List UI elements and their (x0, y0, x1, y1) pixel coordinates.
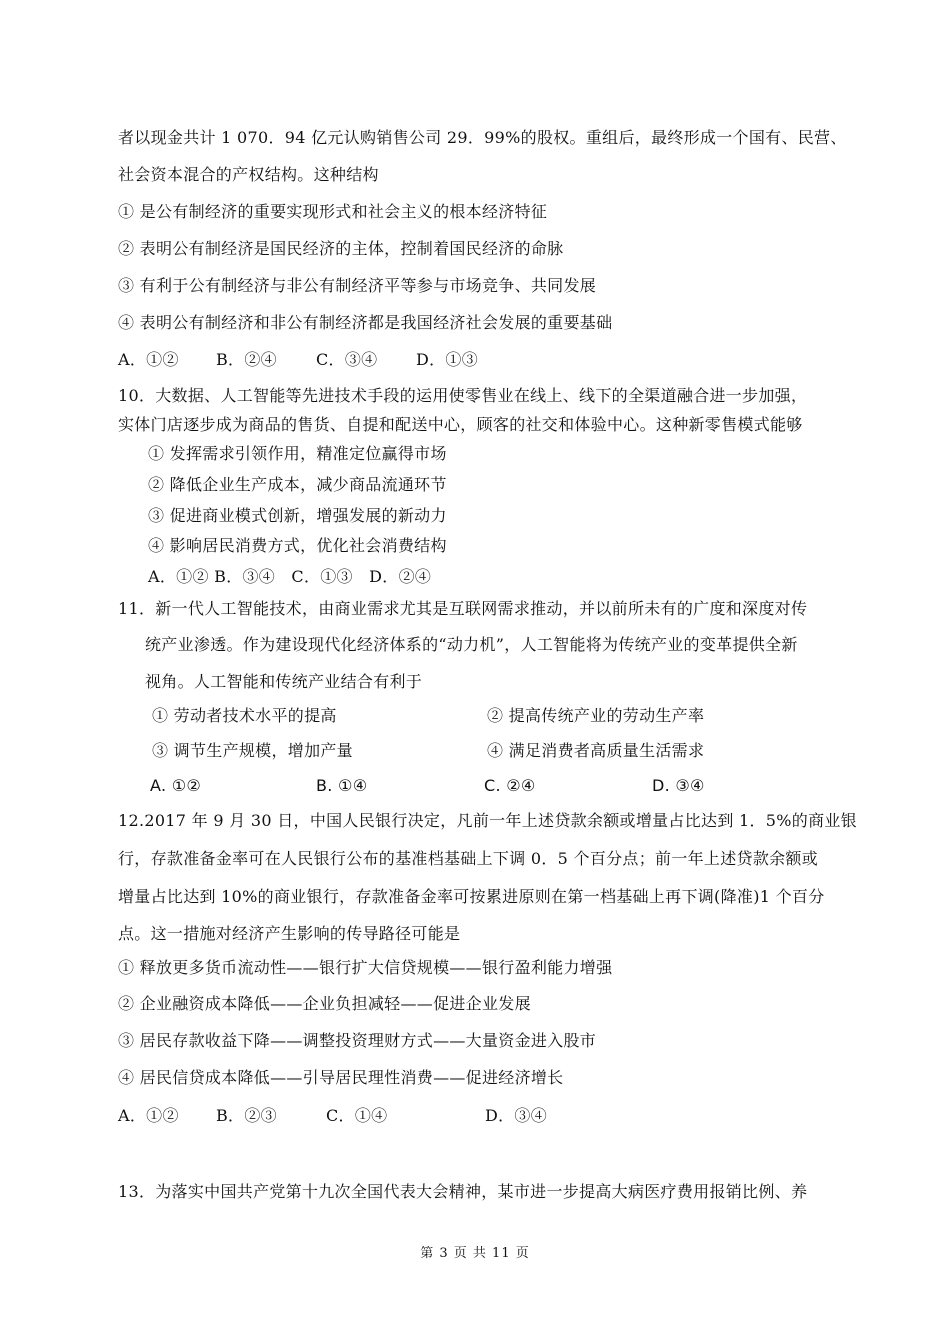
q9-option-c[interactable]: C．③④ (316, 350, 378, 369)
q9-option-a[interactable]: A．①② (118, 350, 179, 369)
q11-item: ③ 调节生产规模，增加产量 (152, 741, 353, 760)
q9-item: ④ 表明公有制经济和非公有制经济都是我国经济社会发展的重要基础 (118, 313, 613, 332)
q12-option-c[interactable]: C．①④ (326, 1106, 388, 1125)
q10-item: ④ 影响居民消费方式，优化社会消费结构 (148, 536, 447, 555)
q11-option-d[interactable]: D. ③④ (652, 776, 705, 795)
q9-option-b[interactable]: B．②④ (216, 350, 277, 369)
q9-option-d[interactable]: D．①③ (416, 350, 479, 369)
q10-stem-line: 实体门店逐步成为商品的售货、自提和配送中心，顾客的社交和体验中心。这种新零售模式能够 (118, 415, 803, 434)
q10-item: ② 降低企业生产成本，减少商品流通环节 (148, 475, 447, 494)
q12-item: ① 释放更多货币流动性——银行扩大信贷规模——银行盈利能力增强 (118, 958, 613, 977)
q11-stem-line: 视角。人工智能和传统产业结合有利于 (145, 672, 423, 691)
q9-item: ② 表明公有制经济是国民经济的主体，控制着国民经济的命脉 (118, 239, 564, 258)
q12-stem-line: 增量占比达到 10%的商业银行，存款准备金率可按累进原则在第一档基础上再下调(降准)1 个百分 (118, 887, 825, 906)
q13-stem-line: 13．为落实中国共产党第十九次全国代表大会精神，某市进一步提高大病医疗费用报销比例、养 (118, 1182, 808, 1201)
q9-item: ③ 有利于公有制经济与非公有制经济平等参与市场竞争、共同发展 (118, 276, 597, 295)
q12-option-a[interactable]: A．①② (118, 1106, 179, 1125)
q12-stem-line: 点。这一措施对经济产生影响的传导路径可能是 (118, 924, 461, 943)
page-number: 第 3 页 共 11 页 (420, 1246, 530, 1261)
q11-option-c[interactable]: C. ②④ (484, 776, 536, 795)
q12-stem-line: 行，存款准备金率可在人民银行公布的基准档基础上下调 0．5 个百分点；前一年上述贷款余额或 (118, 849, 819, 868)
q10-item: ① 发挥需求引领作用，精准定位赢得市场 (148, 444, 447, 463)
q11-item: ④ 满足消费者高质量生活需求 (487, 741, 705, 760)
q12-option-d[interactable]: D．③④ (485, 1106, 548, 1125)
q11-stem-line: 11．新一代人工智能技术，由商业需求尤其是互联网需求推动，并以前所未有的广度和深度对传 (118, 599, 808, 618)
q12-item: ② 企业融资成本降低——企业负担减轻——促进企业发展 (118, 994, 531, 1013)
q12-stem-line: 12.2017 年 9 月 30 日，中国人民银行决定，凡前一年上述贷款余额或增量占比达到 1．5%的商业银 (118, 811, 857, 830)
q12-item: ④ 居民信贷成本降低——引导居民理性消费——促进经济增长 (118, 1068, 564, 1087)
q9-stem-line: 者以现金共计 1 070．94 亿元认购销售公司 29．99%的股权。重组后，最终形成一个国有、民营、 (118, 128, 847, 147)
q11-item: ① 劳动者技术水平的提高 (152, 706, 337, 725)
q11-stem-line: 统产业渗透。作为建设现代化经济体系的“动力机”，人工智能将为传统产业的变革提供全新 (145, 635, 798, 654)
q11-item: ② 提高传统产业的劳动生产率 (487, 706, 705, 725)
q12-option-b[interactable]: B．②③ (216, 1106, 277, 1125)
q10-item: ③ 促进商业模式创新，增强发展的新动力 (148, 506, 447, 525)
q11-option-b[interactable]: B. ①④ (316, 776, 368, 795)
q10-options[interactable]: A．①② B．③④ C．①③ D．②④ (148, 567, 432, 586)
q11-option-a[interactable]: A. ①② (150, 776, 202, 795)
q9-item: ① 是公有制经济的重要实现形式和社会主义的根本经济特征 (118, 202, 548, 221)
q10-stem-line: 10．大数据、人工智能等先进技术手段的运用使零售业在线上、线下的全渠道融合进一步加强， (118, 386, 808, 405)
q9-stem-line: 社会资本混合的产权结构。这种结构 (118, 165, 379, 184)
q12-item: ③ 居民存款收益下降——调整投资理财方式——大量资金进入股市 (118, 1031, 597, 1050)
